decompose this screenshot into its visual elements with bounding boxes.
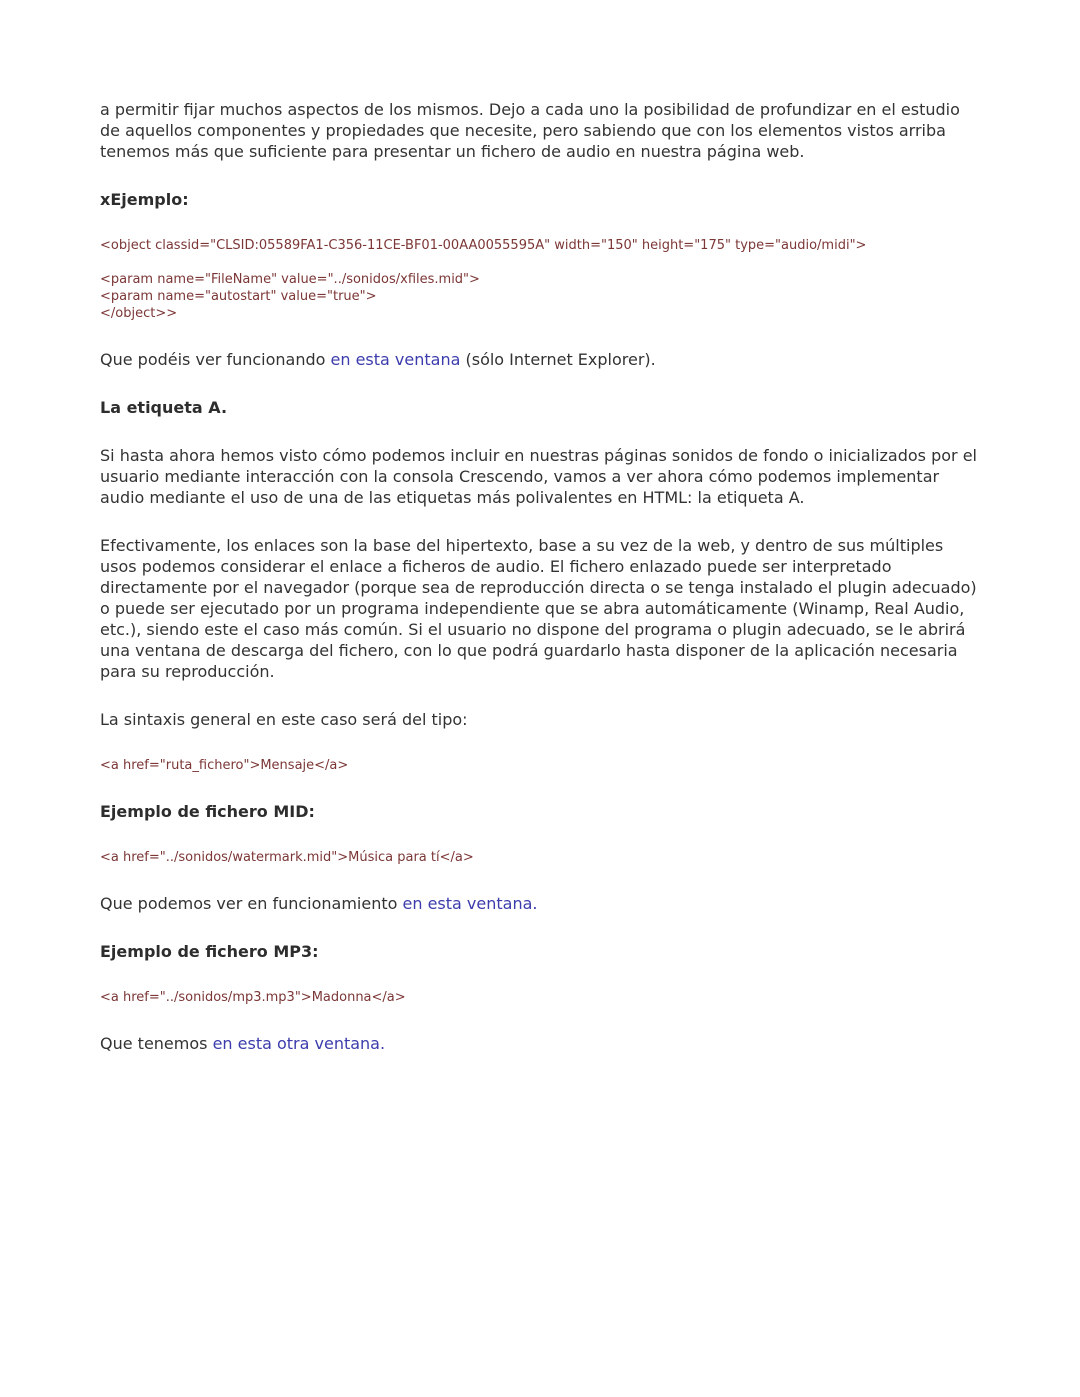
intro-paragraph: a permitir fijar muchos aspectos de los mismos. Dejo a cada uno la posibilidad de profundizar en el estudio de aquellos componentes y propiedades que necesite, pero sabiendo que con los elementos vistos arriba tenemos más que suficiente para presentar un fichero de audio en nuestra página web.	[100, 100, 960, 161]
link-demo-mp3-window[interactable]: en esta otra ventana.	[212, 1034, 386, 1053]
paragraph-demo-mp3	[100, 1033, 980, 1054]
paragraph-demo-mid	[100, 893, 980, 914]
mp3-code-block	[100, 989, 980, 1006]
heading-ejemplo-mid: Ejemplo de fichero MID:	[100, 802, 315, 821]
text-segment: Que tenemos	[100, 1034, 213, 1053]
text-segment: Que podemos ver en funcionamiento	[100, 894, 403, 913]
sintaxis-code-block	[100, 757, 980, 774]
paragraph-efectivamente: Efectivamente, los enlaces son la base del hipertexto, base a su vez de la web, y dentro de sus múltiples usos podemos considerar el enlace a ficheros de audio. El fichero enlazado puede ser interpretado directamente por el navegador (porque sea de reproducción directa o se tenga instalado el plugin adecuado) o puede ser ejecutado por un programa independiente que se abra automáticamente (Winamp, Real Audio, etc.), siendo este el caso más común. Si el usuario no dispone del programa o plugin adecuado, se le abrirá una ventana de descarga del fichero, con lo que podrá guardarlo hasta disponer de la aplicación necesaria para su reproducción.	[100, 536, 977, 681]
paragraph-si-hasta-ahora: Si hasta ahora hemos visto cómo podemos incluir en nuestras páginas sonidos de fondo o inicializados por el usuario mediante interacción con la consola Crescendo, vamos a ver ahora cómo podemos implementar audio mediante el uso de una de las etiquetas más polivalentes en HTML: la etiqueta A.	[100, 446, 977, 507]
paragraph-demo-object	[100, 349, 980, 370]
code-line-object-close: </object>>	[100, 306, 178, 321]
code-line-a-generic: <a href="ruta_fichero">Mensaje</a>	[100, 758, 349, 773]
code-line-a-mp3: <a href="../sonidos/mp3.mp3">Madonna</a>	[100, 990, 406, 1005]
heading-la-etiqueta-a: La etiqueta A.	[100, 398, 228, 417]
paragraph-sintaxis-intro: La sintaxis general en este caso será del tipo:	[100, 710, 468, 729]
code-line-blank	[100, 254, 980, 271]
text-segment: Que podéis ver funcionando	[100, 350, 331, 369]
code-line-param-autostart: <param name="autostart" value="true">	[100, 289, 377, 304]
code-line-a-mid: <a href="../sonidos/watermark.mid">Música para tí</a>	[100, 850, 474, 865]
object-code-block	[100, 237, 980, 322]
heading-ejemplo-mp3: Ejemplo de fichero MP3:	[100, 942, 319, 961]
link-demo-mid-window[interactable]: en esta ventana.	[402, 894, 538, 913]
code-line-object-open: <object classid="CLSID:05589FA1-C356-11CE-BF01-00AA0055595A" width="150" height="175" type="audio/midi">	[100, 238, 867, 253]
heading-xejemplo: xEjemplo:	[100, 190, 189, 209]
mid-code-block	[100, 849, 980, 866]
code-line-param-filename: <param name="FileName" value="../sonidos/xfiles.mid">	[100, 272, 480, 287]
link-demo-object-window[interactable]: en esta ventana	[330, 350, 461, 369]
text-segment: (sólo Internet Explorer).	[460, 350, 656, 369]
